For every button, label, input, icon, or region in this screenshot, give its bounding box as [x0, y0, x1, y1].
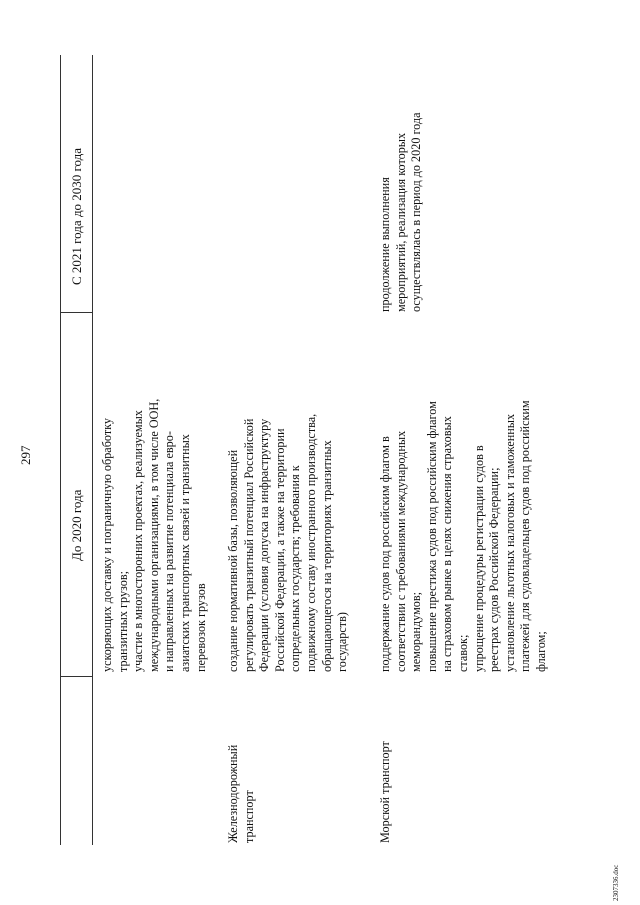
text-line: сопредельных государств; требования к	[288, 465, 303, 672]
row3-label	[378, 741, 394, 843]
text-line: осуществлялась в период до 2020 года	[409, 112, 424, 312]
text-line: государств)	[335, 612, 350, 672]
text-line: упрощение процедуры регистрации судов в	[471, 445, 486, 672]
text-line: и направленных на развитие потенциала евро-	[162, 431, 177, 672]
row3-until-2020	[378, 400, 550, 672]
row2-until-2020	[226, 414, 351, 672]
text-line: транспорт	[241, 790, 256, 843]
row3-from-2021	[378, 112, 425, 312]
text-line: установление льготных налоговых и таможенных	[502, 413, 517, 672]
text-line: ускоряющих доставку и пограничную обработку	[100, 417, 114, 672]
text-line: реестрах судов Российской Федерации;	[487, 467, 502, 672]
text-line: поддержание судов под российским флагом в	[378, 436, 392, 672]
row1-until-2020	[100, 399, 209, 672]
text-line: платежей для судовладельцев судов под российским	[518, 400, 533, 672]
row2-label	[226, 745, 257, 843]
text-line: Морской транспорт	[378, 741, 392, 843]
text-line: участие в многосторонних проектах, реализуемых	[131, 410, 146, 672]
text-line: подвижному составу иностранного производства,	[303, 413, 318, 672]
text-line: перевозок грузов	[193, 583, 208, 672]
text-line: меморандумов;	[409, 591, 424, 672]
table-top-border	[60, 55, 61, 845]
text-line: обращающегося на территориях транзитных	[319, 440, 334, 672]
text-line: регулировать транзитный потенциал Российской	[241, 418, 256, 672]
text-line: мероприятий, реализация которых	[393, 132, 408, 312]
page-number: 297	[18, 445, 33, 465]
text-line: продолжение выполнения	[378, 177, 392, 312]
file-footer: 2307336.doc	[612, 864, 620, 901]
header-bottom-border	[92, 55, 93, 845]
text-line: ставок;	[455, 634, 470, 672]
text-line: на страховом рынке в целях снижения страховых	[440, 416, 455, 672]
column-divider-2	[60, 312, 92, 313]
text-line: транзитных грузов;	[115, 570, 130, 672]
header-from-2021: С 2021 года до 2030 года	[69, 147, 84, 285]
text-line: азиатских транспортных связей и транзитных	[177, 434, 192, 672]
column-divider-1	[60, 676, 92, 677]
header-until-2020: До 2020 года	[69, 489, 84, 561]
text-line: флагом;	[533, 631, 548, 672]
text-line: международными организациями, в том числе ООН,	[146, 398, 161, 672]
text-line: создание нормативной базы, позволяющей	[226, 449, 240, 672]
text-line: повышение престижа судов под российским флагом	[424, 401, 439, 672]
text-line: соответствии с требованиями международных	[393, 430, 408, 672]
text-line: Российской Федерации, а также на территории	[272, 428, 287, 672]
text-line: Железнодорожный	[226, 744, 240, 843]
text-line: Федерации (условия допуска на инфраструктуру	[257, 418, 272, 672]
